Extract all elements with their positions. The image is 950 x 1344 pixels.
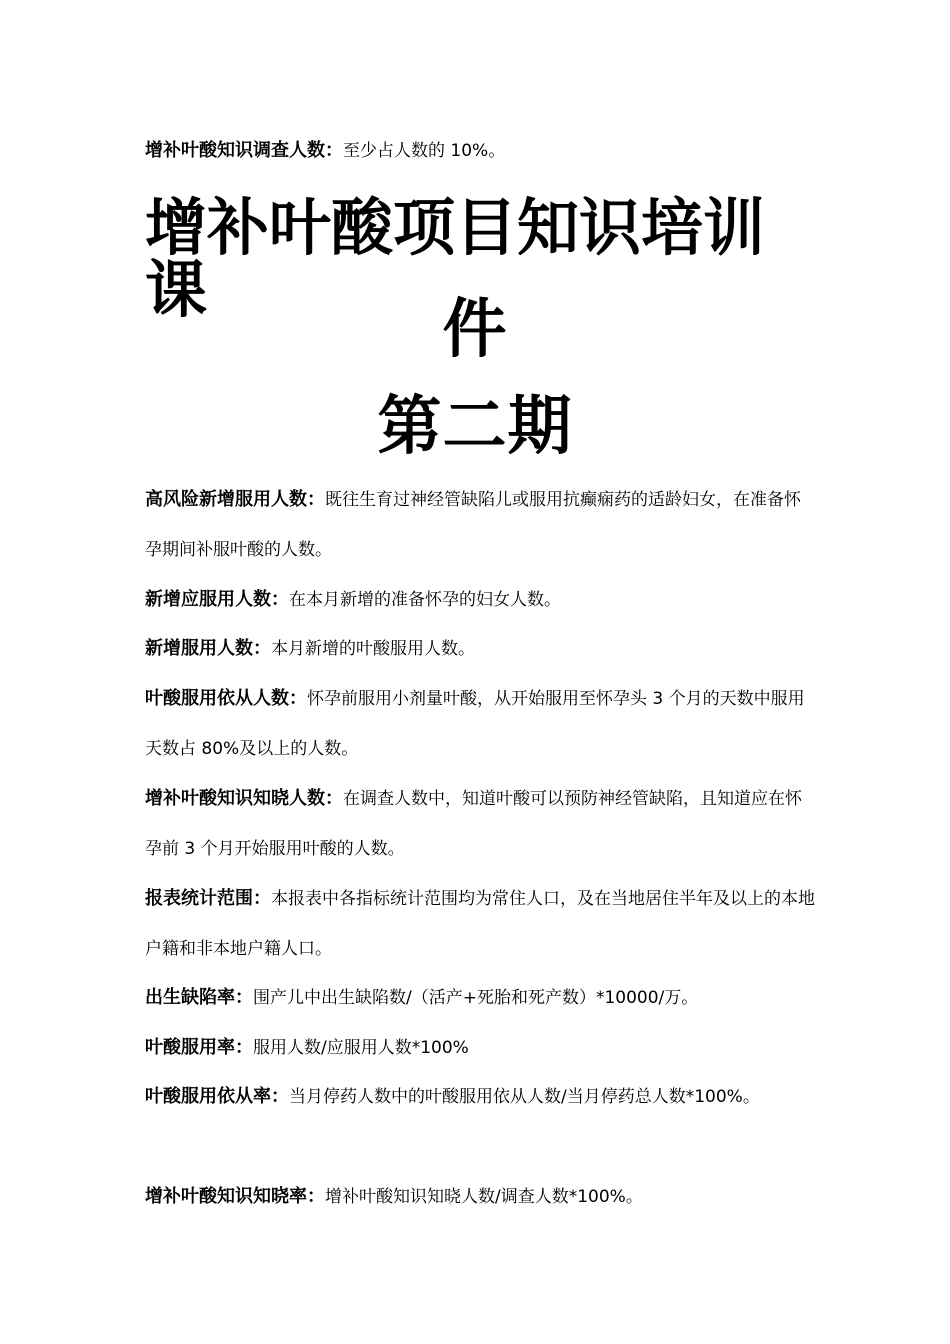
term-label: 叶酸服用依从率： — [145, 1086, 289, 1107]
document-title-line1: 增补叶酸项目知识培训课 — [145, 191, 766, 326]
definition-paragraph — [145, 624, 815, 674]
term-definition: 本月新增的叶酸服用人数。 — [271, 639, 475, 659]
document-title-line3: 第二期 — [377, 390, 573, 464]
term-label: 增补叶酸知识知晓人数： — [145, 788, 343, 809]
definition-paragraph — [145, 1172, 815, 1222]
term-definition: 本报表中各指标统计范围均为常住人口，及在当地居住半年及以上的本地户籍和非本地户籍人口。 — [145, 889, 815, 959]
term-definition: 至少占人数的 10%。 — [343, 141, 506, 161]
term-label: 增补叶酸知识知晓率： — [145, 1186, 325, 1207]
term-label: 报表统计范围： — [145, 888, 271, 909]
term-label: 新增应服用人数： — [145, 589, 289, 610]
definition-paragraph — [145, 475, 815, 575]
definition-paragraph — [145, 674, 815, 774]
term-definition: 增补叶酸知识知晓人数/调查人数*100%。 — [325, 1187, 643, 1207]
term-label: 出生缺陷率： — [145, 987, 253, 1008]
term-label: 叶酸服用率： — [145, 1037, 253, 1058]
definition-paragraph — [145, 1072, 815, 1122]
term-definition: 当月停药人数中的叶酸服用依从人数/当月停药总人数*100%。 — [289, 1087, 760, 1107]
term-definition: 怀孕前服用小剂量叶酸，从开始服用至怀孕头 3 个月的天数中服用天数占 80%及以上的人数。 — [145, 689, 805, 759]
document-title-line2: 件 — [442, 293, 508, 367]
term-definition: 服用人数/应服用人数*100% — [253, 1038, 469, 1058]
definition-paragraph — [145, 874, 815, 974]
term-definition: 既往生育过神经管缺陷儿或服用抗癫痫药的适龄妇女，在准备怀孕期间补服叶酸的人数。 — [145, 490, 801, 560]
definition-paragraph — [145, 774, 815, 874]
definition-paragraph — [145, 973, 815, 1023]
term-definition: 在调查人数中，知道叶酸可以预防神经管缺陷，且知道应在怀孕前 3 个月开始服用叶酸的人数。 — [145, 789, 802, 859]
term-label: 叶酸服用依从人数： — [145, 688, 307, 709]
term-definition: 在本月新增的准备怀孕的妇女人数。 — [289, 590, 561, 610]
definition-paragraph — [145, 1023, 815, 1073]
term-label: 增补叶酸知识调查人数： — [145, 140, 343, 161]
term-label: 新增服用人数： — [145, 638, 271, 659]
term-definition: 围产儿中出生缺陷数/（活产+死胎和死产数）*10000/万。 — [253, 988, 699, 1008]
definition-paragraph — [145, 575, 815, 625]
term-label: 高风险新增服用人数： — [145, 489, 325, 510]
header-paragraph — [145, 126, 815, 176]
